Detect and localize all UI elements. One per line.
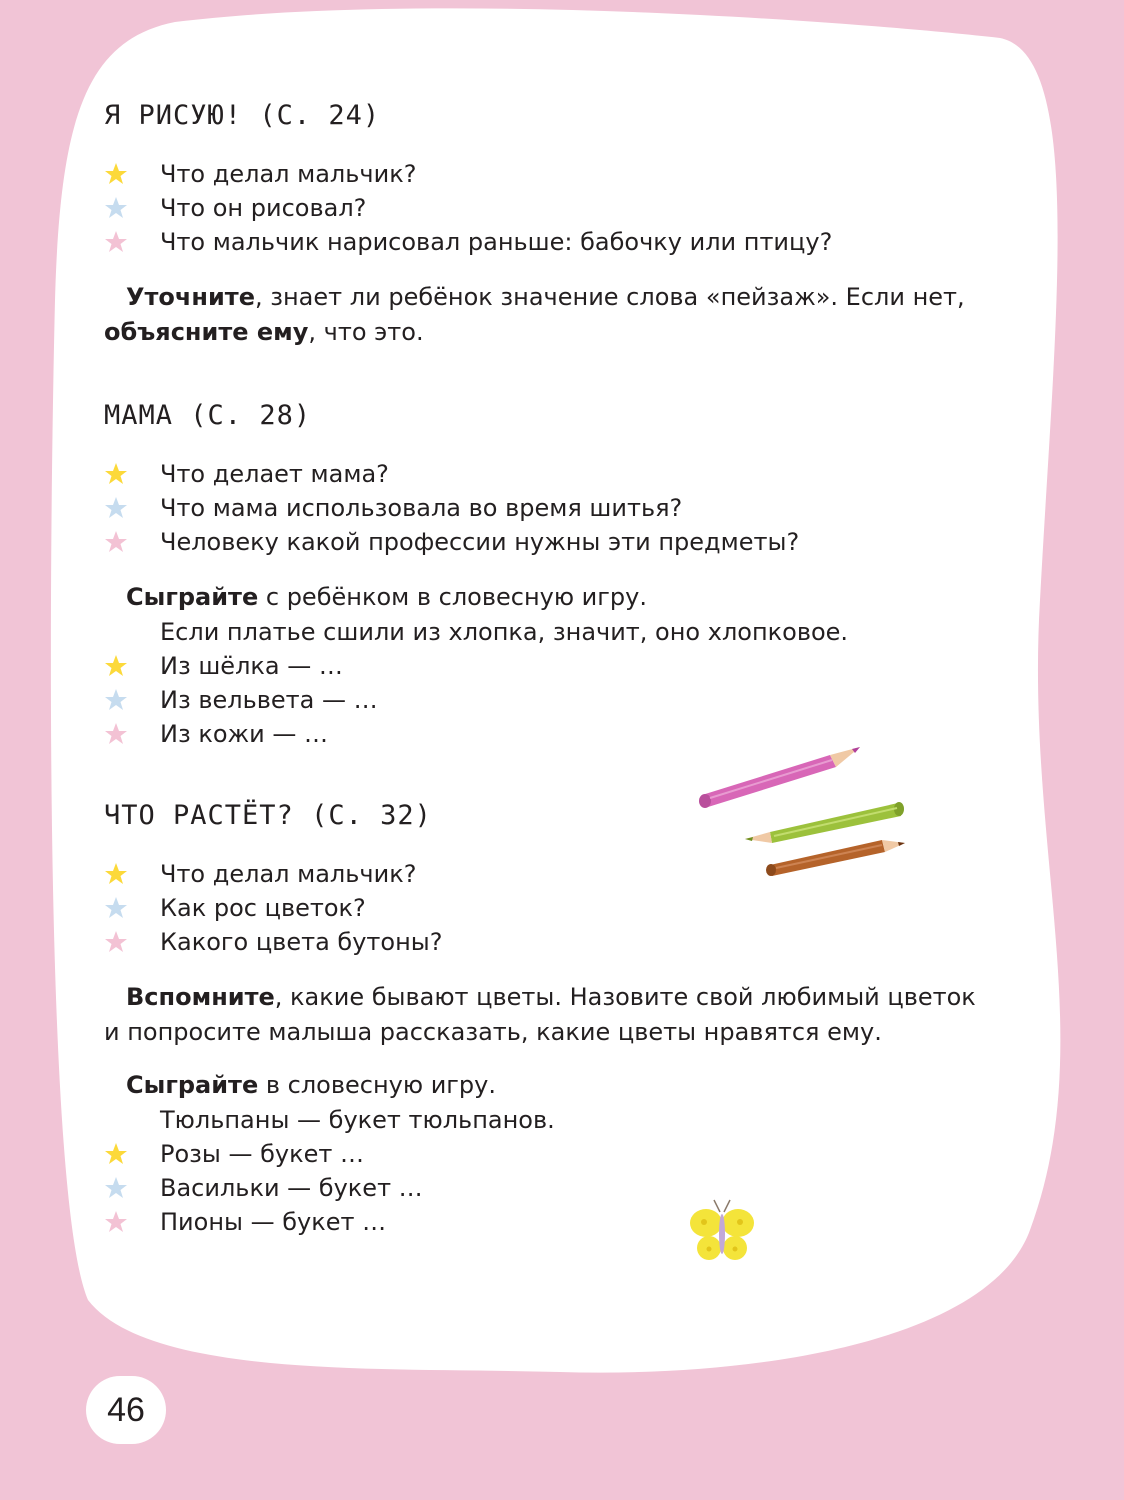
game-item-text: Пионы — букет … bbox=[160, 1208, 387, 1236]
game-item-text: Розы — букет … bbox=[160, 1140, 364, 1168]
instruction-paragraph bbox=[104, 280, 984, 350]
green-pencil-icon bbox=[745, 802, 904, 843]
instruction-text: в словесную игру. bbox=[258, 1071, 496, 1099]
game-item bbox=[104, 649, 343, 683]
question-item bbox=[104, 491, 682, 525]
brown-pencil-icon bbox=[766, 840, 905, 876]
game-item-text: Из шёлка — … bbox=[160, 652, 343, 680]
game-item bbox=[104, 1171, 423, 1205]
star-pink-icon bbox=[104, 930, 160, 954]
section-page-ref: (С. 28) bbox=[190, 400, 312, 431]
section-title: Я РИСУЮ! bbox=[104, 100, 243, 131]
star-yellow-icon bbox=[104, 862, 160, 886]
star-yellow-icon bbox=[104, 654, 160, 678]
question-text: Что делает мама? bbox=[160, 460, 389, 488]
section-heading-2 bbox=[104, 400, 311, 431]
section-heading-3 bbox=[104, 800, 432, 831]
question-item bbox=[104, 191, 366, 225]
question-item bbox=[104, 891, 366, 925]
pink-pencil-icon bbox=[699, 747, 860, 808]
question-text: Что делал мальчик? bbox=[160, 860, 417, 888]
instruction-text: , знает ли ребёнок значение слова «пейзаж». Если нет, bbox=[254, 283, 965, 311]
question-text: Что мама использовала во время шитья? bbox=[160, 494, 683, 522]
section-page-ref: (С. 24) bbox=[259, 100, 381, 131]
game-item bbox=[104, 717, 328, 751]
page-number-badge bbox=[86, 1376, 166, 1444]
instruction-bold: объясните ему bbox=[104, 318, 309, 346]
instruction-paragraph bbox=[104, 980, 984, 1050]
question-text: Какого цвета бутоны? bbox=[160, 928, 443, 956]
star-blue-icon bbox=[104, 496, 160, 520]
game-example: Тюльпаны — букет тюльпанов. bbox=[160, 1106, 555, 1134]
game-instruction bbox=[104, 580, 984, 615]
star-yellow-icon bbox=[104, 462, 160, 486]
instruction-bold: Вспомните bbox=[126, 983, 275, 1011]
star-pink-icon bbox=[104, 722, 160, 746]
star-blue-icon bbox=[104, 1176, 160, 1200]
game-item bbox=[104, 683, 378, 717]
instruction-text: , какие бывают цветы. Назовите свой любимый цветок и попросите малыша рассказать, какие цветы нравятся ему. bbox=[104, 983, 976, 1046]
star-yellow-icon bbox=[104, 1142, 160, 1166]
star-pink-icon bbox=[104, 530, 160, 554]
instruction-bold: Сыграйте bbox=[126, 583, 259, 611]
star-blue-icon bbox=[104, 688, 160, 712]
question-item bbox=[104, 525, 799, 559]
game-item bbox=[104, 1205, 386, 1239]
question-item bbox=[104, 457, 389, 491]
question-text: Что делал мальчик? bbox=[160, 160, 417, 188]
question-item bbox=[104, 225, 832, 259]
game-item-text: Из вельвета — … bbox=[160, 686, 378, 714]
star-blue-icon bbox=[104, 196, 160, 220]
section-page-ref: (С. 32) bbox=[311, 800, 432, 831]
star-pink-icon bbox=[104, 1210, 160, 1234]
section-title: ЧТО РАСТЁТ? bbox=[104, 800, 294, 831]
star-pink-icon bbox=[104, 230, 160, 254]
star-blue-icon bbox=[104, 896, 160, 920]
question-text: Человеку какой профессии нужны эти предметы? bbox=[160, 528, 800, 556]
question-item bbox=[104, 157, 416, 191]
question-item bbox=[104, 857, 416, 891]
instruction-bold: Уточните bbox=[126, 283, 255, 311]
game-example: Если платье сшили из хлопка, значит, оно хлопковое. bbox=[160, 618, 849, 646]
question-item bbox=[104, 925, 442, 959]
butterfly-icon bbox=[684, 1196, 760, 1270]
instruction-text: с ребёнком в словесную игру. bbox=[258, 583, 647, 611]
game-item-text: Васильки — букет … bbox=[160, 1174, 423, 1202]
section-title: МАМА bbox=[104, 400, 174, 431]
question-text: Как рос цветок? bbox=[160, 894, 366, 922]
page-number: 46 bbox=[107, 1390, 145, 1429]
game-item-text: Из кожи — … bbox=[160, 720, 328, 748]
question-text: Что он рисовал? bbox=[160, 194, 367, 222]
pencils-illustration bbox=[690, 735, 920, 885]
game-item bbox=[104, 1137, 364, 1171]
question-text: Что мальчик нарисовал раньше: бабочку или птицу? bbox=[160, 228, 833, 256]
instruction-bold: Сыграйте bbox=[126, 1071, 259, 1099]
game-instruction bbox=[104, 1068, 984, 1103]
section-heading-1 bbox=[104, 100, 380, 131]
instruction-text: , что это. bbox=[308, 318, 424, 346]
star-yellow-icon bbox=[104, 162, 160, 186]
